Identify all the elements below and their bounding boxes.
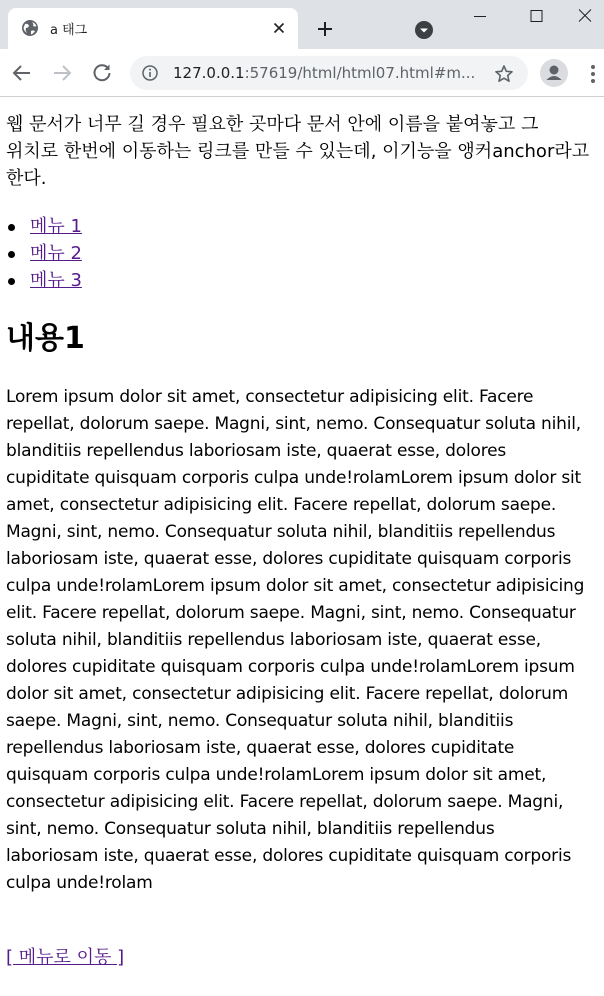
url-text[interactable] (173, 64, 481, 82)
arrow-left-icon[interactable] (10, 61, 34, 85)
browser-toolbar (0, 49, 604, 97)
avatar[interactable] (540, 59, 568, 87)
star-icon[interactable] (494, 64, 514, 84)
body-paragraph: Lorem ipsum dolor sit amet, consectetur adipisicing elit. Facere repellat, dolorum saepe. Magni, sint, nemo. Consequatur soluta nihil, blanditiis repellendus laboriosam iste, quaerat esse, dolores cupiditate quisquam corporis culpa unde!rolamLorem ipsum dolor sit amet, consectetur adipisicing elit. Facere repellat, dolorum saepe. Magni, sint, nemo. Consequatur soluta nihil, blanditiis repellendus laboriosam iste, quaerat esse, dolores cupiditate quisquam corporis culpa unde!rolamLorem ipsum dolor sit amet, consectetur adipisicing elit. Facere repellat, dolorum saepe. Magni, sint, nemo. Consequatur soluta nihil, blanditiis repellendus laboriosam iste, quaerat esse, dolores cupiditate quisquam corporis culpa unde!rolamLorem ipsum dolor sit amet, consectetur adipisicing elit. Facere repellat, dolorum saepe. Magni, sint, nemo. Consequatur soluta nihil, blanditiis repellendus laboriosam iste, quaerat esse, dolores cupiditate quisquam corporis culpa unde!rolamLorem ipsum dolor sit amet, consectetur adipisicing elit. Facere repellat, dolorum saepe. Magni, sint, nemo. Consequatur soluta nihil, blanditiis repellendus laboriosam iste, quaerat esse, dolores cupiditate quisquam corporis culpa unde!rolam (6, 387, 585, 893)
list-item (30, 213, 82, 240)
list-item (30, 240, 82, 267)
info-icon[interactable] (142, 65, 158, 81)
address-bar[interactable] (130, 56, 528, 90)
close-icon[interactable] (270, 19, 288, 37)
browser-tab[interactable] (8, 8, 298, 49)
back-to-menu-link[interactable]: [ 메뉴로 이동 ] (6, 947, 125, 968)
globe-icon (21, 19, 39, 37)
list-item (30, 267, 82, 294)
tab-title: a 태그 (50, 23, 88, 38)
reload-icon[interactable] (90, 61, 114, 85)
minimize-icon[interactable] (452, 0, 508, 34)
tab-strip (0, 0, 604, 49)
avatar-icon (540, 59, 568, 87)
window-close-icon[interactable] (564, 0, 604, 34)
url-host: 127.0.0.1 (173, 64, 245, 82)
arrow-right-icon[interactable] (50, 61, 74, 85)
page-content (0, 98, 604, 996)
chevron-down-circle-icon[interactable] (414, 20, 434, 40)
maximize-icon[interactable] (508, 0, 564, 34)
menu-link-2[interactable]: 메뉴 2 (30, 243, 82, 264)
menu-link-1[interactable]: 메뉴 1 (30, 216, 82, 237)
menu-list (30, 213, 82, 294)
kebab-menu-icon[interactable] (585, 63, 601, 85)
intro-paragraph: 웹 문서가 너무 길 경우 필요한 곳마다 문서 안에 이름을 붙여놓고 그 위치로 한번에 이동하는 링크를 만들 수 있는데, 이기능을 앵커anchor라고 한다. (6, 114, 590, 189)
section-heading: 내용1 (6, 321, 85, 356)
menu-link-3[interactable]: 메뉴 3 (30, 270, 82, 291)
url-path: :57619/html/html07.html#m... (244, 64, 476, 82)
plus-icon[interactable] (313, 17, 337, 41)
